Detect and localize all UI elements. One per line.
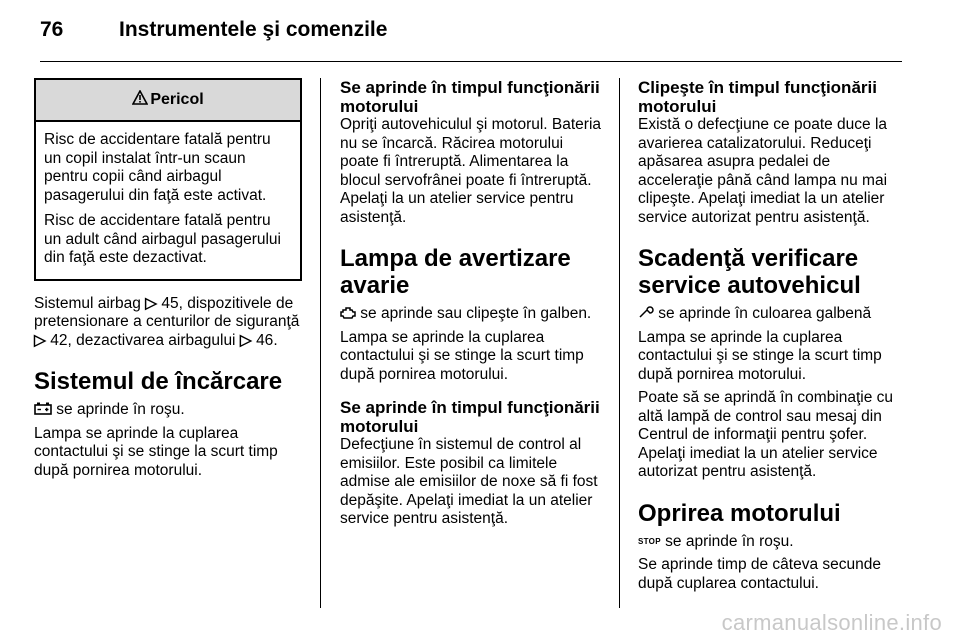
service-due-line-3: Poate să se aprindă în combinaţie cu altă lampă de control sau mesaj din Centrul de informaţii pentru şofer. Apelaţi imediat la un atelier service autorizat pentru asistenţă. [638,389,894,480]
column-2 [340,78,605,534]
stop-icon: STOP [638,536,661,546]
service-due-heading: Scadenţă verificare service autovehicul [638,245,861,299]
warning-paragraph-1: Risc de accidentare fatală pentru un copil instalat într-un scaun pentru copii când airbagul pasagerului din faţă este activat. [44,131,271,204]
malfunction-lamp-line-1-text: se aprinde sau clipeşte în galben. [356,305,592,322]
charging-heading: Sistemul de încărcare [34,368,283,395]
warning-box [34,78,302,281]
malfunction-lamp-heading: Lampa de avertizare avarie [340,245,571,299]
battery-icon [34,401,52,418]
column-divider-1 [320,78,321,608]
emission-running-heading: Se aprinde în timpul funcţionării motorului [340,398,600,436]
malfunction-lamp-line-2: Lampa se aprinde la cuplarea contactului şi se stinge la scurt timp după pornirea motorului. [340,328,584,383]
service-due-line-1 [638,305,906,324]
page-title: Instrumentele şi comenzile [119,18,388,41]
deactivation-ref-page[interactable]: 46 [256,331,274,349]
pretensioner-ref-page[interactable]: 42 [50,331,68,349]
header-divider [40,61,902,62]
page-ref-arrow-icon: ▷ [239,331,252,349]
service-due-line-1-text: se aprinde în culoarea galbenă [654,305,872,322]
column-1 [34,78,302,485]
charging-line-2: Lampa se aprinde la cuplarea contactului şi se stinge la scurt timp după pornirea motorului. [34,424,278,479]
charging-running-heading: Se aprinde în timpul funcţionării motorului [340,78,600,116]
engine-stop-line-1 [638,533,906,552]
warning-triangle-icon [132,90,148,111]
pretensioner-ref-text: , dispozitivele de pretensionare a centurilor de siguranţă [34,294,300,330]
warning-header [36,80,300,122]
emission-running-text: Defecţiune în sistemul de control al emisiilor. Este posibil ca limitele admise ale emisiilor de noxe să fi fost depăşite. Apelaţi imediat la un atelier service pentru asistenţă. [340,436,598,527]
engine-stop-heading: Oprirea motorului [638,499,841,527]
airbag-reference [34,295,302,351]
charging-line-1 [34,401,302,420]
airbag-ref-text: Sistemul airbag [34,294,141,312]
airbag-ref-end: . [273,331,278,349]
charging-line-1-text: se aprinde în roşu. [52,401,185,418]
deactivation-ref-text: , dezactivarea airbagului [67,331,236,349]
service-due-line-2: Lampa se aprinde la cuplarea contactului şi se stinge la scurt timp după pornirea motorului. [638,328,882,383]
warning-paragraph-2: Risc de accidentare fatală pentru un adult când airbagul pasagerului din faţă este dezactivat. [44,212,281,266]
charging-running-text: Opriţi autovehiculul şi motorul. Bateria nu se încarcă. Răcirea motorului poate fi întreruptă. Alimentarea la blocul servofrânei poate fi întreruptă. Apelaţi la un atelier service pentru asistenţă. [340,116,602,226]
warning-title: Pericol [150,90,204,108]
engine-stop-line-2: Se aprinde timp de câteva secunde după cuplarea contactului. [638,556,881,592]
airbag-ref-page[interactable]: 45 [161,294,179,312]
column-3 [638,78,906,598]
wrench-icon [638,305,654,322]
engine-icon [340,305,356,322]
malfunction-lamp-line-1 [340,305,605,324]
engine-stop-line-1-text: se aprinde în roşu. [660,532,794,550]
page-number: 76 [40,18,64,41]
flashing-running-text: Există o defecţiune ce poate duce la avarierea catalizatorului. Reduceţi apăsarea asupra pedalei de acceleraţie până când lampa nu mai clipeşte. Apelaţi imediat la un atelier service autorizat pentru asistenţă. [638,116,888,226]
watermark: carmanualsonline.info [721,610,942,635]
warning-body [36,122,300,279]
page-ref-arrow-icon: ▷ [34,331,46,349]
page-ref-arrow-icon: ▷ [145,294,158,312]
column-divider-2 [619,78,620,608]
flashing-running-heading: Clipeşte în timpul funcţionării motorului [638,78,877,116]
